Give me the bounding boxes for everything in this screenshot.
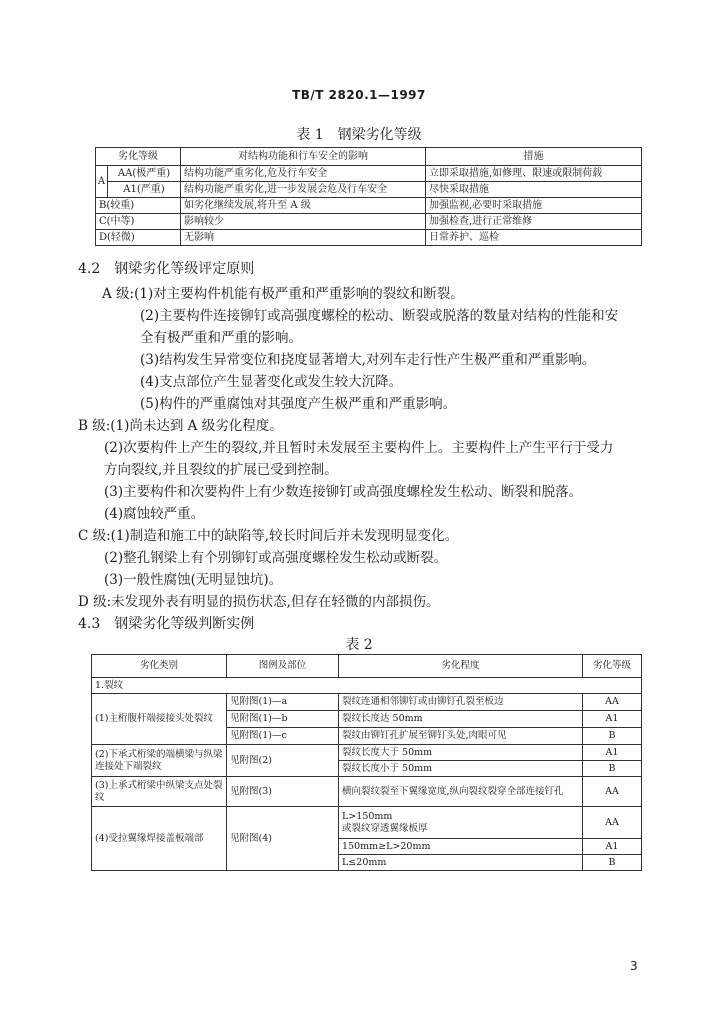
body-line: (2)次要构件上产生的裂纹,并且暂时未发展至主要构件上。主要构件上产生平行于受力: [104, 440, 614, 456]
table1-effect: 影响较少: [181, 214, 426, 230]
table1-header-effect: 对结构功能和行车安全的影响: [181, 148, 426, 166]
table2-grade: B: [583, 761, 642, 777]
table2-degree: 150mm≥L>20mm: [339, 839, 583, 855]
table1-grade: A1(严重): [108, 182, 181, 198]
table2-grade: AA: [583, 807, 642, 839]
table-row: [96, 182, 642, 198]
table2-caption: 表 2: [345, 637, 373, 653]
table2-degree-line: 或裂纹穿透翼缘板厚: [342, 822, 428, 834]
body-line: (4)腐蚀较严重。: [104, 506, 205, 522]
table2-header-row: [92, 655, 642, 678]
table1-measure: 加强监视,必要时采取措施: [426, 198, 642, 214]
table-row: [92, 777, 642, 807]
table2-header-grade: 劣化等级: [583, 655, 642, 678]
table2-category: (3)上承式桁梁中纵梁支点处裂纹: [92, 777, 227, 807]
table-row: [96, 166, 642, 182]
table1-caption: 表 1 钢梁劣化等级: [296, 127, 422, 143]
table2-category: (2)下承式桁梁的端横梁与纵梁连接处下端裂纹: [92, 745, 227, 777]
table2-degree: 裂纹长度大于 50mm: [339, 745, 583, 761]
section-4-3-title: 4.3 钢梁劣化等级判断实例: [78, 616, 255, 632]
body-line: 全有极严重和严重的影响。: [140, 330, 302, 346]
table2-figure: 见附图(3): [227, 777, 339, 807]
table-row: [92, 694, 642, 711]
table2-grade: B: [583, 855, 642, 871]
body-line: A 级:(1)对主要构件机能有极严重和严重影响的裂纹和断裂。: [102, 286, 464, 302]
table1-measure: 尽快采取措施: [426, 182, 642, 198]
table-row: [96, 214, 642, 230]
table2-grade: A1: [583, 839, 642, 855]
table1-grade: C(中等): [96, 214, 181, 230]
table1-header-row: [96, 148, 642, 166]
table1-effect: 结构功能严重劣化,危及行车安全: [181, 166, 426, 182]
table2-grade: A1: [583, 711, 642, 728]
table2-grade: B: [583, 728, 642, 745]
table1: [95, 147, 642, 246]
table2-grade: AA: [583, 777, 642, 807]
table1-header-grade: 劣化等级: [96, 148, 181, 166]
table-row: [92, 678, 642, 694]
body-line: (2)整孔钢梁上有个别铆钉或高强度螺栓发生松动或断裂。: [104, 550, 448, 566]
table-row: [96, 198, 642, 214]
table2-header-degree: 劣化程度: [339, 655, 583, 678]
table2-figure: 见附图(4): [227, 807, 339, 871]
page-header: TB/T 2820.1—1997: [292, 88, 426, 102]
body-line: (5)构件的严重腐蚀对其强度产生极严重和严重影响。: [140, 396, 457, 412]
body-line: (2)主要构件连接铆钉或高强度螺栓的松动、断裂或脱落的数量对结构的性能和安: [140, 308, 619, 324]
table2-degree: 裂纹连通相邻铆钉或由铆钉孔裂至板边: [339, 694, 583, 711]
page-number: 3: [630, 959, 638, 973]
section-4-2-title: 4.2 钢梁劣化等级评定原则: [78, 261, 255, 277]
body-line: (4)支点部位产生显著变化或发生较大沉降。: [140, 374, 403, 390]
table2-category: (1)主桁腹杆端接接头处裂纹: [92, 694, 227, 745]
table1-measure: 立即采取措施,如修理、限速或限制荷载: [426, 166, 642, 182]
table1-effect: 结构功能严重劣化,进一步发展会危及行车安全: [181, 182, 426, 198]
table2-section-label: 1.裂纹: [92, 678, 642, 694]
table2-degree: 裂纹长度达 50mm: [339, 711, 583, 728]
table1-grade: D(轻微): [96, 230, 181, 246]
table1-effect: 无影响: [181, 230, 426, 246]
table2-grade: A1: [583, 745, 642, 761]
table1-measure: 加强检查,进行正常维修: [426, 214, 642, 230]
table2-degree-line: L>150mm: [342, 810, 393, 822]
table1-grade: B(较重): [96, 198, 181, 214]
table1-header-measure: 措施: [426, 148, 642, 166]
table2-degree: [339, 807, 583, 839]
body-line: C 级:(1)制造和施工中的缺陷等,较长时间后并未发现明显变化。: [78, 528, 459, 544]
table2-header-figure: 图例及部位: [227, 655, 339, 678]
body-line: B 级:(1)尚未达到 A 级劣化程度。: [78, 418, 283, 434]
table2-figure: 见附图(1)—c: [227, 728, 339, 745]
table2: [91, 654, 642, 871]
table-row: [96, 230, 642, 246]
body-line: D 级:未发现外表有明显的损伤状态,但存在轻微的内部损伤。: [78, 594, 440, 610]
table1-effect: 如劣化继续发展,将升至 A 级: [181, 198, 426, 214]
body-line: (3)一般性腐蚀(无明显蚀坑)。: [104, 572, 283, 588]
table2-category: (4)受拉翼缘焊接盖板端部: [92, 807, 227, 871]
table1-group-a: A: [96, 166, 108, 198]
body-line: (3)结构发生异常变位和挠度显著增大,对列车走行性产生极严重和严重影响。: [140, 352, 596, 368]
table2-degree: 裂纹由铆钉孔扩展至铆钉头处,肉眼可见: [339, 728, 583, 745]
table2-degree: 横向裂纹裂至下翼缘宽度,纵向裂纹裂穿全部连接钉孔: [339, 777, 583, 807]
table2-degree: L≤20mm: [339, 855, 583, 871]
table1-grade: AA(极严重): [108, 166, 181, 182]
table2-header-category: 劣化类别: [92, 655, 227, 678]
body-line: (3)主要构件和次要构件上有少数连接铆钉或高强度螺栓发生松动、断裂和脱落。: [104, 484, 583, 500]
table2-degree: 裂纹长度小于 50mm: [339, 761, 583, 777]
table2-figure: 见附图(1)—a: [227, 694, 339, 711]
table2-figure: 见附图(2): [227, 745, 339, 777]
table-row: [92, 807, 642, 839]
body-line: 方向裂纹,并且裂纹的扩展已受到控制。: [104, 462, 338, 478]
table1-measure: 日常养护、巡检: [426, 230, 642, 246]
table2-grade: AA: [583, 694, 642, 711]
table2-figure: 见附图(1)—b: [227, 711, 339, 728]
table-row: [92, 745, 642, 761]
